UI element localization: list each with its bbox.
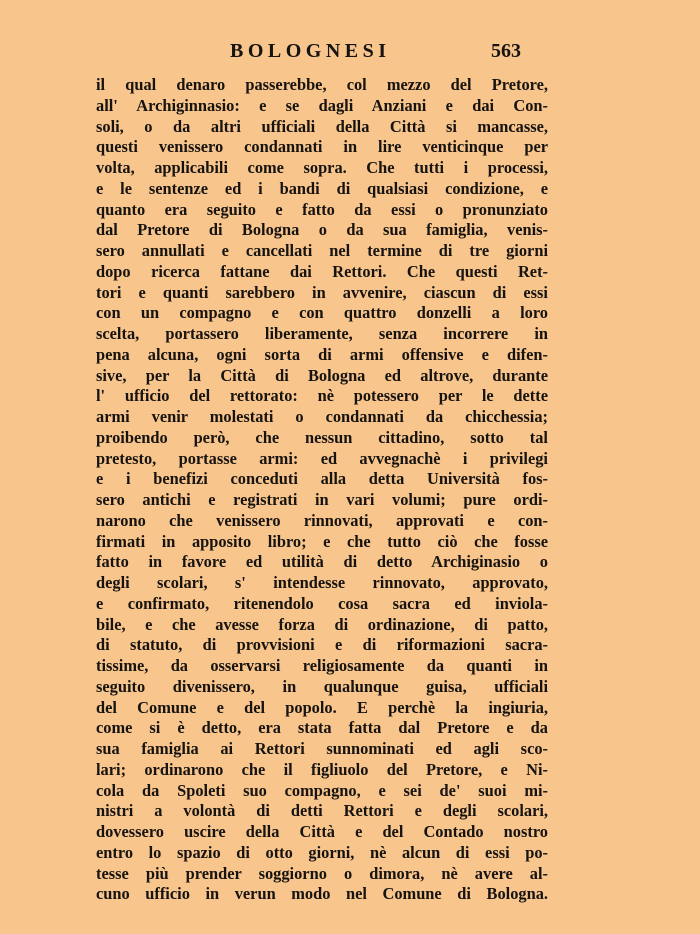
text-line: tesse più prender soggiorno o dimora, nè avere al- <box>96 863 548 883</box>
text-line: soli, o da altri ufficiali della Città si mancasse, <box>96 116 548 136</box>
page-header <box>0 40 700 70</box>
text-line: il qual denaro passerebbe, col mezzo del Pretore, <box>96 75 548 94</box>
text-line: dopo ricerca fattane dai Rettori. Che questi Ret- <box>96 261 548 281</box>
text-line: scelta, portassero liberamente, senza incorrere in <box>96 324 548 343</box>
text-line: sero annullati e cancellati nel termine di tre giorni <box>96 241 548 260</box>
text-line: del Comune e del popolo. E perchè la ingiuria, <box>96 697 548 717</box>
text-line: proibendo però, che nessun cittadino, sotto tal <box>96 427 548 447</box>
text-line: pretesto, portasse armi: ed avvegnachè i privilegi <box>96 448 548 468</box>
text-line: narono che venissero rinnovati, approvati e con- <box>96 510 548 530</box>
text-line: tissime, da osservarsi religiosamente da quanti in <box>96 656 548 675</box>
text-line: con un compagno e con quattro donzelli a loro <box>96 303 548 323</box>
page-number: 563 <box>491 40 521 62</box>
running-title: BOLOGNESI <box>230 40 391 62</box>
text-line: dovessero uscire della Città e del Contado nostro <box>96 822 548 841</box>
text-line: armi venir molestati o condannati da chicchessia; <box>96 407 548 426</box>
text-line: bile, e che avesse forza di ordinazione, di patto, <box>96 614 548 634</box>
text-line: lari; ordinarono che il figliuolo del Pretore, e Ni- <box>96 759 548 779</box>
text-line: e le sentenze ed i bandi di qualsiasi condizione, e <box>96 178 548 198</box>
text-line: dal Pretore di Bologna o da sua famiglia, venis- <box>96 220 548 240</box>
text-line: come si è detto, era stata fatta dal Pretore e da <box>96 718 548 738</box>
text-line: tori e quanti sarebbero in avvenire, ciascun di essi <box>96 282 548 302</box>
text-line: fatto in favore ed utilità di detto Archiginasio o <box>96 552 548 572</box>
text-line: entro lo spazio di otto giorni, nè alcun di essi po- <box>96 842 548 862</box>
text-line: di statuto, di provvisioni e di riformazioni sacra- <box>96 635 548 655</box>
text-line: volta, applicabili come sopra. Che tutti i processi, <box>96 158 548 177</box>
text-line: quanto era seguito e fatto da essi o pronunziato <box>96 199 548 219</box>
text-line: degli scolari, s' intendesse rinnovato, approvato, <box>96 573 548 592</box>
text-line: questi venissero condannati in lire venticinque per <box>96 137 548 157</box>
text-line: sua famiglia ai Rettori sunnominati ed agli sco- <box>96 739 548 758</box>
text-line: all' Archiginnasio: e se dagli Anziani e dai Con- <box>96 95 548 115</box>
text-line: l' ufficio del rettorato: nè potessero per le dette <box>96 386 548 406</box>
text-line: seguito divenissero, in qualunque guisa, ufficiali <box>96 676 548 696</box>
text-line: sive, per la Città di Bologna ed altrove, durante <box>96 365 548 385</box>
text-line: firmati in apposito libro; e che tutto ciò che fosse <box>96 531 548 551</box>
text-line: pena alcuna, ogni sorta di armi offensive e difen- <box>96 344 548 364</box>
text-line: cuno ufficio in verun modo nel Comune di Bologna. <box>96 884 548 904</box>
text-line: e i benefizi conceduti alla detta Università fos- <box>96 469 548 489</box>
body-text <box>96 75 548 905</box>
text-line: sero antichi e registrati in vari volumi; pure ordi- <box>96 490 548 509</box>
text-line: nistri a volontà di detti Rettori e degli scolari, <box>96 801 548 821</box>
text-line: e confirmato, ritenendolo cosa sacra ed inviola- <box>96 593 548 613</box>
text-line: cola da Spoleti suo compagno, e sei de' suoi mi- <box>96 780 548 800</box>
